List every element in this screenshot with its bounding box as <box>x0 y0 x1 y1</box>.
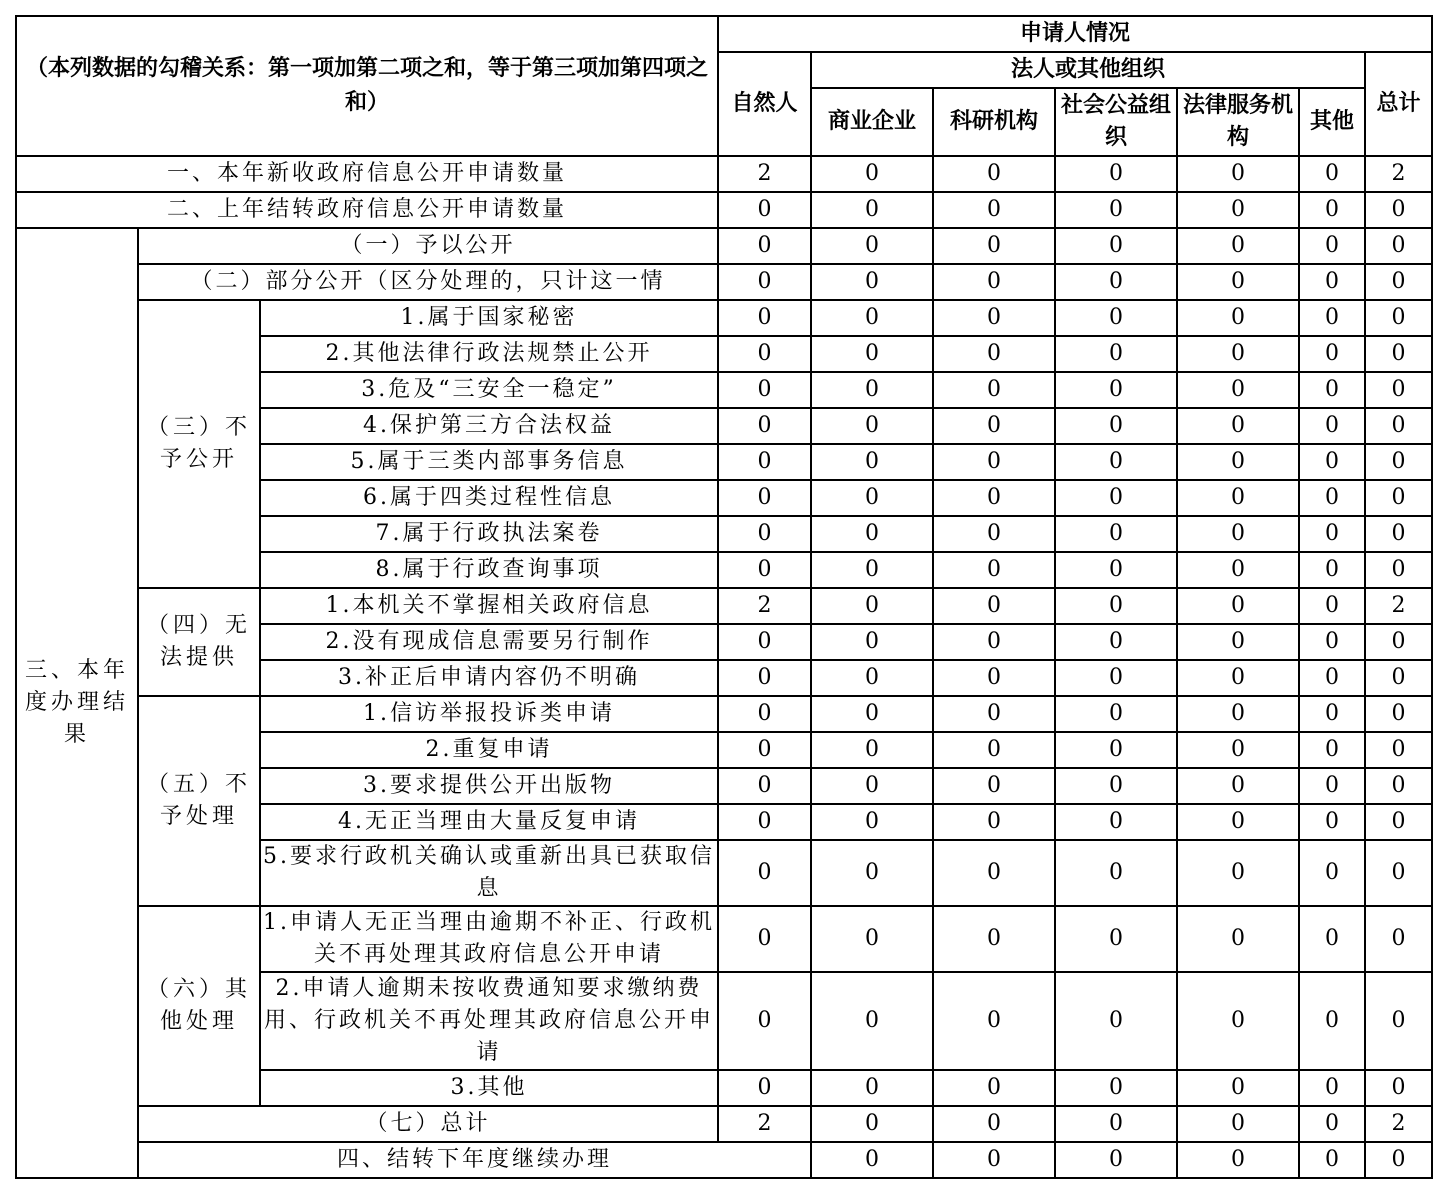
value-other: 0 <box>1299 516 1365 552</box>
value-public-welfare: 0 <box>1055 624 1177 660</box>
value-legal-service: 0 <box>1177 1106 1299 1142</box>
value-business: 0 <box>811 768 933 804</box>
value-total: 0 <box>1365 804 1432 840</box>
value-legal-service: 0 <box>1177 552 1299 588</box>
value-other: 0 <box>1299 660 1365 696</box>
value-public-welfare: 0 <box>1055 480 1177 516</box>
item-label: 6.属于四类过程性信息 <box>260 480 718 516</box>
value-research: 0 <box>933 804 1055 840</box>
table-row <box>16 192 1432 228</box>
value-total: 0 <box>1365 516 1432 552</box>
value-public-welfare: 0 <box>1055 840 1177 906</box>
value-research: 0 <box>933 228 1055 264</box>
section-label-results: 三、本年度办理结果 <box>16 228 138 1178</box>
value-other: 0 <box>1299 906 1365 972</box>
value-research: 0 <box>933 264 1055 300</box>
value-total: 0 <box>1365 192 1432 228</box>
value-legal-service: 0 <box>1177 300 1299 336</box>
row-label-carried-over: 二、上年结转政府信息公开申请数量 <box>16 192 718 228</box>
value-research: 0 <box>933 1070 1055 1106</box>
group-label-total: （七）总计 <box>138 1106 718 1142</box>
value-research: 0 <box>933 840 1055 906</box>
item-label: 3.其他 <box>260 1070 718 1106</box>
value-public-welfare: 0 <box>1055 906 1177 972</box>
item-label: 2.申请人逾期未按收费通知要求缴纳费用、行政机关不再处理其政府信息公开申请 <box>260 972 718 1070</box>
group-label-other-handling: （六）其他处理 <box>138 906 260 1106</box>
value-natural-person: 0 <box>718 408 811 444</box>
value-legal-service: 0 <box>1177 732 1299 768</box>
item-label: 1.申请人无正当理由逾期不补正、行政机关不再处理其政府信息公开申请 <box>260 906 718 972</box>
legal-group-header: 法人或其他组织 <box>811 52 1365 88</box>
value-research: 0 <box>933 336 1055 372</box>
value-business: 0 <box>811 588 933 624</box>
table-row <box>16 1106 1432 1142</box>
value-other: 0 <box>1299 156 1365 192</box>
value-natural-person: 0 <box>718 300 811 336</box>
item-label: 3.危及“三安全一稳定” <box>260 372 718 408</box>
value-natural-person: 0 <box>718 768 811 804</box>
value-research: 0 <box>933 660 1055 696</box>
value-total: 0 <box>1365 552 1432 588</box>
value-business: 0 <box>811 156 933 192</box>
value-business: 0 <box>811 408 933 444</box>
value-research: 0 <box>933 552 1055 588</box>
col-public-welfare: 社会公益组织 <box>1055 88 1177 156</box>
value-business: 0 <box>811 1070 933 1106</box>
value-other: 0 <box>1299 804 1365 840</box>
value-legal-service: 0 <box>1177 906 1299 972</box>
value-research: 0 <box>933 1106 1055 1142</box>
value-natural-person: 0 <box>718 444 811 480</box>
value-business: 0 <box>811 516 933 552</box>
value-total: 0 <box>1365 972 1432 1070</box>
value-research: 0 <box>933 192 1055 228</box>
value-research: 0 <box>933 300 1055 336</box>
value-research: 0 <box>933 444 1055 480</box>
value-business: 0 <box>811 624 933 660</box>
total-header: 总计 <box>1365 52 1432 156</box>
value-other: 0 <box>1299 768 1365 804</box>
value-natural-person: 2 <box>718 156 811 192</box>
row-label-new-requests: 一、本年新收政府信息公开申请数量 <box>16 156 718 192</box>
value-business: 0 <box>811 480 933 516</box>
value-public-welfare: 0 <box>1055 192 1177 228</box>
value-total: 0 <box>1365 264 1432 300</box>
value-public-welfare: 0 <box>1055 372 1177 408</box>
value-natural-person: 0 <box>811 1142 933 1178</box>
value-business: 0 <box>811 264 933 300</box>
value-business: 0 <box>811 1106 933 1142</box>
value-business: 0 <box>811 372 933 408</box>
value-business: 0 <box>811 192 933 228</box>
value-natural-person: 0 <box>718 1070 811 1106</box>
value-research: 0 <box>933 588 1055 624</box>
value-business: 0 <box>811 228 933 264</box>
value-legal-service: 0 <box>1177 444 1299 480</box>
value-research: 0 <box>933 768 1055 804</box>
value-public-welfare: 0 <box>1055 228 1177 264</box>
value-public-welfare: 0 <box>1055 660 1177 696</box>
value-other: 0 <box>1299 1070 1365 1106</box>
value-legal-service: 0 <box>1177 192 1299 228</box>
value-total: 0 <box>1365 336 1432 372</box>
value-research: 0 <box>1055 1142 1177 1178</box>
report-table-wrapper <box>15 15 1433 1179</box>
item-label: 1.信访举报投诉类申请 <box>260 696 718 732</box>
value-public-welfare: 0 <box>1055 264 1177 300</box>
value-total: 2 <box>1365 1106 1432 1142</box>
value-business: 0 <box>811 696 933 732</box>
group-label-not-disclosed: （三）不予公开 <box>138 300 260 588</box>
value-total: 2 <box>1365 156 1432 192</box>
value-business: 0 <box>811 906 933 972</box>
value-legal-service: 0 <box>1177 972 1299 1070</box>
value-legal-service: 0 <box>1177 804 1299 840</box>
item-label: 1.本机关不掌握相关政府信息 <box>260 588 718 624</box>
value-research: 0 <box>933 156 1055 192</box>
value-total: 0 <box>1365 660 1432 696</box>
value-natural-person: 0 <box>718 732 811 768</box>
col-research: 科研机构 <box>933 88 1055 156</box>
group-label-disclosed: （一）予以公开 <box>138 228 718 264</box>
value-research: 0 <box>933 972 1055 1070</box>
value-research: 0 <box>933 408 1055 444</box>
value-other: 0 <box>1299 624 1365 660</box>
value-legal-service: 0 <box>1177 768 1299 804</box>
item-label: 5.属于三类内部事务信息 <box>260 444 718 480</box>
value-other: 0 <box>1299 444 1365 480</box>
value-public-welfare: 0 <box>1177 1142 1299 1178</box>
value-business: 0 <box>933 1142 1055 1178</box>
table-row <box>16 264 1432 300</box>
value-legal-service: 0 <box>1177 516 1299 552</box>
table-row <box>16 300 1432 336</box>
value-business: 0 <box>811 804 933 840</box>
group-label-partial: （二）部分公开（区分处理的，只计这一情 <box>138 264 718 300</box>
value-other: 0 <box>1299 336 1365 372</box>
government-info-disclosure-table <box>15 15 1433 1179</box>
value-public-welfare: 0 <box>1055 696 1177 732</box>
value-natural-person: 0 <box>718 804 811 840</box>
value-natural-person: 0 <box>718 264 811 300</box>
value-natural-person: 0 <box>718 906 811 972</box>
value-research: 0 <box>933 480 1055 516</box>
value-public-welfare: 0 <box>1055 516 1177 552</box>
value-natural-person: 0 <box>718 660 811 696</box>
item-label: 2.重复申请 <box>260 732 718 768</box>
value-total: 0 <box>1365 480 1432 516</box>
value-other: 0 <box>1365 1142 1432 1178</box>
value-natural-person: 0 <box>718 696 811 732</box>
value-business: 0 <box>811 840 933 906</box>
item-label: 3.补正后申请内容仍不明确 <box>260 660 718 696</box>
value-research: 0 <box>933 696 1055 732</box>
value-natural-person: 0 <box>718 192 811 228</box>
group-label-cannot-provide: （四）无法提供 <box>138 588 260 696</box>
value-natural-person: 0 <box>718 516 811 552</box>
value-legal-service: 0 <box>1177 480 1299 516</box>
item-label: 2.其他法律行政法规禁止公开 <box>260 336 718 372</box>
value-legal-service: 0 <box>1177 408 1299 444</box>
value-public-welfare: 0 <box>1055 768 1177 804</box>
value-other: 0 <box>1299 732 1365 768</box>
value-research: 0 <box>933 516 1055 552</box>
value-total: 0 <box>1365 906 1432 972</box>
value-other: 0 <box>1299 228 1365 264</box>
value-other: 0 <box>1299 972 1365 1070</box>
value-public-welfare: 0 <box>1055 300 1177 336</box>
value-legal-service: 0 <box>1177 660 1299 696</box>
value-legal-service: 0 <box>1177 624 1299 660</box>
item-label: 4.无正当理由大量反复申请 <box>260 804 718 840</box>
value-legal-service: 0 <box>1177 336 1299 372</box>
table-row <box>16 588 1432 624</box>
value-natural-person: 2 <box>718 588 811 624</box>
value-natural-person: 0 <box>718 624 811 660</box>
value-total: 0 <box>1365 696 1432 732</box>
value-natural-person: 0 <box>718 480 811 516</box>
item-label: 1.属于国家秘密 <box>260 300 718 336</box>
value-public-welfare: 0 <box>1055 156 1177 192</box>
table-row <box>16 1142 1432 1178</box>
value-other: 0 <box>1299 408 1365 444</box>
item-label: 4.保护第三方合法权益 <box>260 408 718 444</box>
value-natural-person: 0 <box>718 336 811 372</box>
value-other: 0 <box>1299 1106 1365 1142</box>
value-public-welfare: 0 <box>1055 804 1177 840</box>
value-legal-service: 0 <box>1177 588 1299 624</box>
value-natural-person: 2 <box>718 1106 811 1142</box>
value-other: 0 <box>1299 840 1365 906</box>
value-total: 0 <box>1365 768 1432 804</box>
value-other: 0 <box>1299 480 1365 516</box>
value-public-welfare: 0 <box>1055 444 1177 480</box>
value-public-welfare: 0 <box>1055 588 1177 624</box>
value-other: 0 <box>1299 372 1365 408</box>
value-total: 2 <box>1365 588 1432 624</box>
value-business: 0 <box>811 336 933 372</box>
value-public-welfare: 0 <box>1055 336 1177 372</box>
item-label: 8.属于行政查询事项 <box>260 552 718 588</box>
item-label: 3.要求提供公开出版物 <box>260 768 718 804</box>
value-public-welfare: 0 <box>1055 408 1177 444</box>
value-natural-person: 0 <box>718 228 811 264</box>
value-business: 0 <box>811 660 933 696</box>
value-total: 0 <box>1365 228 1432 264</box>
value-legal-service: 0 <box>1177 156 1299 192</box>
value-research: 0 <box>933 372 1055 408</box>
value-research: 0 <box>933 732 1055 768</box>
value-other: 0 <box>1299 264 1365 300</box>
value-business: 0 <box>811 972 933 1070</box>
value-natural-person: 0 <box>718 840 811 906</box>
col-legal-service: 法律服务机构 <box>1177 88 1299 156</box>
item-label: 2.没有现成信息需要另行制作 <box>260 624 718 660</box>
value-other: 0 <box>1299 300 1365 336</box>
value-other: 0 <box>1299 696 1365 732</box>
value-total: 0 <box>1365 840 1432 906</box>
item-label: 7.属于行政执法案卷 <box>260 516 718 552</box>
table-row <box>16 228 1432 264</box>
table-row <box>16 696 1432 732</box>
item-label: 5.要求行政机关确认或重新出具已获取信息 <box>260 840 718 906</box>
col-other: 其他 <box>1299 88 1365 156</box>
value-business: 0 <box>811 552 933 588</box>
row-label-carry-forward: 四、结转下年度继续办理 <box>138 1142 811 1178</box>
value-legal-service: 0 <box>1177 696 1299 732</box>
value-natural-person: 0 <box>718 972 811 1070</box>
value-public-welfare: 0 <box>1055 732 1177 768</box>
value-other: 0 <box>1299 192 1365 228</box>
value-total: 0 <box>1365 444 1432 480</box>
value-other: 0 <box>1299 552 1365 588</box>
value-legal-service: 0 <box>1177 1070 1299 1106</box>
value-total: 0 <box>1365 300 1432 336</box>
value-legal-service: 0 <box>1299 1142 1365 1178</box>
value-legal-service: 0 <box>1177 840 1299 906</box>
value-business: 0 <box>811 444 933 480</box>
value-total: 0 <box>1365 732 1432 768</box>
applicant-header: 申请人情况 <box>718 16 1432 52</box>
value-legal-service: 0 <box>1177 228 1299 264</box>
value-natural-person: 0 <box>718 552 811 588</box>
value-total: 0 <box>1365 1070 1432 1106</box>
value-business: 0 <box>811 732 933 768</box>
value-business: 0 <box>811 300 933 336</box>
column-relation-note: （本列数据的勾稽关系：第一项加第二项之和，等于第三项加第四项之和） <box>16 16 718 156</box>
table-row <box>16 156 1432 192</box>
value-total: 0 <box>1365 408 1432 444</box>
value-research: 0 <box>933 624 1055 660</box>
value-legal-service: 0 <box>1177 264 1299 300</box>
value-total: 0 <box>1365 624 1432 660</box>
value-public-welfare: 0 <box>1055 552 1177 588</box>
value-total: 0 <box>1365 372 1432 408</box>
natural-person-header: 自然人 <box>718 52 811 156</box>
value-research: 0 <box>933 906 1055 972</box>
value-public-welfare: 0 <box>1055 972 1177 1070</box>
group-label-not-processed: （五）不予处理 <box>138 696 260 906</box>
table-row <box>16 906 1432 972</box>
value-legal-service: 0 <box>1177 372 1299 408</box>
value-public-welfare: 0 <box>1055 1106 1177 1142</box>
value-public-welfare: 0 <box>1055 1070 1177 1106</box>
value-natural-person: 0 <box>718 372 811 408</box>
col-business: 商业企业 <box>811 88 933 156</box>
value-other: 0 <box>1299 588 1365 624</box>
